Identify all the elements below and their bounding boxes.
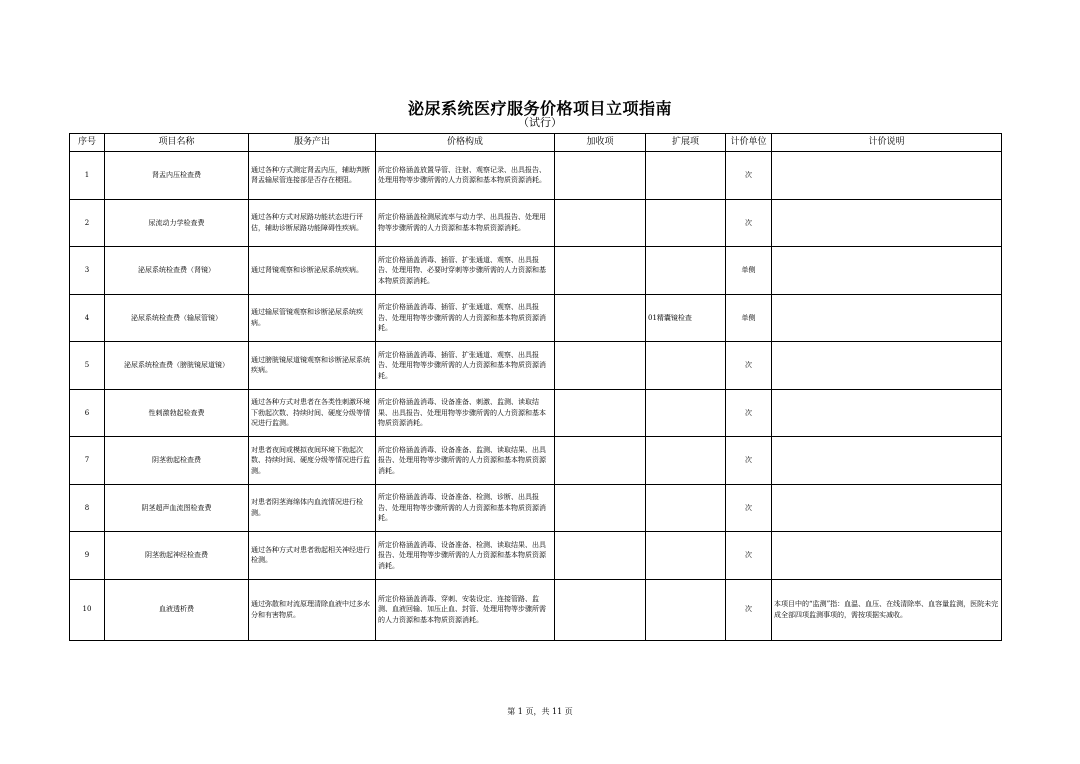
- cell-price: 所定价格涵盖消毒、穿刺、安装设定、连接管路、监测、血液回输、加压止血、封管、处理用物等步骤所需的人力资源和基本物质资源消耗。: [376, 579, 555, 640]
- cell-extra: [555, 437, 646, 485]
- cell-output: 通过各种方式对患者勃起相关神经进行检测。: [249, 532, 376, 580]
- cell-note: [772, 152, 1002, 200]
- cell-extra: [555, 199, 646, 247]
- cell-unit: 次: [726, 437, 772, 485]
- cell-extra: [555, 484, 646, 532]
- cell-unit: 次: [726, 152, 772, 200]
- cell-name: 血液透析费: [105, 579, 249, 640]
- cell-ext: [646, 389, 726, 437]
- table-row: [70, 579, 1002, 640]
- price-items-table: [69, 133, 1002, 641]
- cell-name: 泌尿系统检查费（输尿管镜）: [105, 294, 249, 342]
- cell-unit: 次: [726, 579, 772, 640]
- cell-output: 通过各种方式对尿路功能状态进行评估，辅助诊断尿路功能障碍性疾病。: [249, 199, 376, 247]
- cell-name: 阴茎勃起检查费: [105, 437, 249, 485]
- cell-ext: [646, 199, 726, 247]
- cell-unit: 次: [726, 199, 772, 247]
- cell-unit: 单侧: [726, 247, 772, 295]
- cell-extra: [555, 389, 646, 437]
- cell-output: 通过各种方式测定肾盂内压，辅助判断肾盂输尿管连接部是否存在梗阻。: [249, 152, 376, 200]
- cell-ext: [646, 247, 726, 295]
- cell-no: 3: [70, 247, 105, 295]
- cell-name: 阴茎超声血流图检查费: [105, 484, 249, 532]
- cell-price: 所定价格涵盖消毒、设备准备、检测、诊断、出具报告、处理用物等步骤所需的人力资源和基本物质资源消耗。: [376, 484, 555, 532]
- cell-name: 泌尿系统检查费（肾镜）: [105, 247, 249, 295]
- cell-note: [772, 199, 1002, 247]
- table-row: [70, 199, 1002, 247]
- header-ext: 扩展项: [646, 134, 726, 152]
- cell-output: 对患者阴茎海绵体内血流情况进行检测。: [249, 484, 376, 532]
- cell-no: 10: [70, 579, 105, 640]
- cell-no: 4: [70, 294, 105, 342]
- cell-price: 所定价格涵盖消毒、插管、扩张通道、观察、出具报告、处理用物、必要时穿刺等步骤所需的人力资源和基本物质资源消耗。: [376, 247, 555, 295]
- header-output: 服务产出: [249, 134, 376, 152]
- cell-ext: [646, 342, 726, 390]
- cell-unit: 次: [726, 532, 772, 580]
- cell-unit: 次: [726, 342, 772, 390]
- cell-price: 所定价格涵盖消毒、设备准备、监测、读取结果、出具报告、处理用物等步骤所需的人力资源和基本物质资源消耗。: [376, 437, 555, 485]
- table-row: [70, 342, 1002, 390]
- cell-name: 肾盂内压检查费: [105, 152, 249, 200]
- cell-price: 所定价格涵盖消毒、设备准备、刺激、监测、读取结果、出具报告、处理用物等步骤所需的人力资源和基本物质资源消耗。: [376, 389, 555, 437]
- cell-price: 所定价格涵盖检测尿流率与动力学、出具报告、处理用物等步骤所需的人力资源和基本物质资源消耗。: [376, 199, 555, 247]
- header-name: 项目名称: [105, 134, 249, 152]
- cell-no: 7: [70, 437, 105, 485]
- cell-ext: [646, 484, 726, 532]
- cell-ext: [646, 579, 726, 640]
- header-price: 价格构成: [376, 134, 555, 152]
- page-footer: 第 1 页，共 11 页: [507, 707, 573, 716]
- cell-output: 通过肾镜观察和诊断泌尿系统疾病。: [249, 247, 376, 295]
- cell-name: 性刺激勃起检查费: [105, 389, 249, 437]
- cell-ext: 01精囊镜检查: [646, 294, 726, 342]
- cell-name: 阴茎勃起神经检查费: [105, 532, 249, 580]
- cell-extra: [555, 247, 646, 295]
- cell-note: [772, 437, 1002, 485]
- cell-no: 8: [70, 484, 105, 532]
- cell-name: 尿流动力学检查费: [105, 199, 249, 247]
- cell-output: 通过输尿管镜观察和诊断泌尿系统疾病。: [249, 294, 376, 342]
- cell-no: 2: [70, 199, 105, 247]
- header-no: 序号: [70, 134, 105, 152]
- cell-extra: [555, 294, 646, 342]
- cell-output: 对患者夜间或模拟夜间环境下勃起次数、持续时间、硬度分级等情况进行监测。: [249, 437, 376, 485]
- cell-unit: 次: [726, 389, 772, 437]
- cell-no: 1: [70, 152, 105, 200]
- cell-ext: [646, 152, 726, 200]
- cell-name: 泌尿系统检查费（膀胱镜尿道镜）: [105, 342, 249, 390]
- document-title: 泌尿系统医疗服务价格项目立项指南: [407, 99, 672, 118]
- cell-extra: [555, 532, 646, 580]
- cell-unit: 单侧: [726, 294, 772, 342]
- cell-note: [772, 247, 1002, 295]
- header-extra: 加收项: [555, 134, 646, 152]
- cell-no: 5: [70, 342, 105, 390]
- cell-price: 所定价格涵盖消毒、插管、扩张通道、观察、出具报告、处理用物等步骤所需的人力资源和基本物质资源消耗。: [376, 294, 555, 342]
- table-row: [70, 437, 1002, 485]
- cell-note: [772, 294, 1002, 342]
- table-row: [70, 389, 1002, 437]
- cell-output: 通过弥散和对流原理清除血液中过多水分和有害物质。: [249, 579, 376, 640]
- cell-note: [772, 342, 1002, 390]
- document-subtitle: （试行）: [518, 116, 562, 129]
- cell-no: 9: [70, 532, 105, 580]
- cell-no: 6: [70, 389, 105, 437]
- table-row: [70, 532, 1002, 580]
- cell-price: 所定价格涵盖消毒、插管、扩张通道、观察、出具报告、处理用物等步骤所需的人力资源和基本物质资源消耗。: [376, 342, 555, 390]
- header-unit: 计价单位: [726, 134, 772, 152]
- table-row: [70, 247, 1002, 295]
- cell-price: 所定价格涵盖消毒、设备准备、检测、读取结果、出具报告、处理用物等步骤所需的人力资源和基本物质资源消耗。: [376, 532, 555, 580]
- cell-extra: [555, 342, 646, 390]
- cell-extra: [555, 152, 646, 200]
- table-row: [70, 294, 1002, 342]
- cell-ext: [646, 532, 726, 580]
- cell-extra: [555, 579, 646, 640]
- cell-note: [772, 532, 1002, 580]
- cell-output: 通过膀胱镜尿道镜观察和诊断泌尿系统疾病。: [249, 342, 376, 390]
- cell-unit: 次: [726, 484, 772, 532]
- table-header-row: [70, 134, 1002, 152]
- cell-note: 本项目中的“监测”指：血温、血压、在线清除率、血容量监测，医院未完成全部四项监测事项的，需按项据实减收。: [772, 579, 1002, 640]
- cell-output: 通过各种方式对患者在各类性刺激环境下勃起次数、持续时间、硬度分级等情况进行监测。: [249, 389, 376, 437]
- header-note: 计价说明: [772, 134, 1002, 152]
- cell-price: 所定价格涵盖放置导管、注射、观察记录、出具报告、处理用物等步骤所需的人力资源和基本物质资源消耗。: [376, 152, 555, 200]
- cell-note: [772, 389, 1002, 437]
- cell-ext: [646, 437, 726, 485]
- table-row: [70, 484, 1002, 532]
- cell-note: [772, 484, 1002, 532]
- table-row: [70, 152, 1002, 200]
